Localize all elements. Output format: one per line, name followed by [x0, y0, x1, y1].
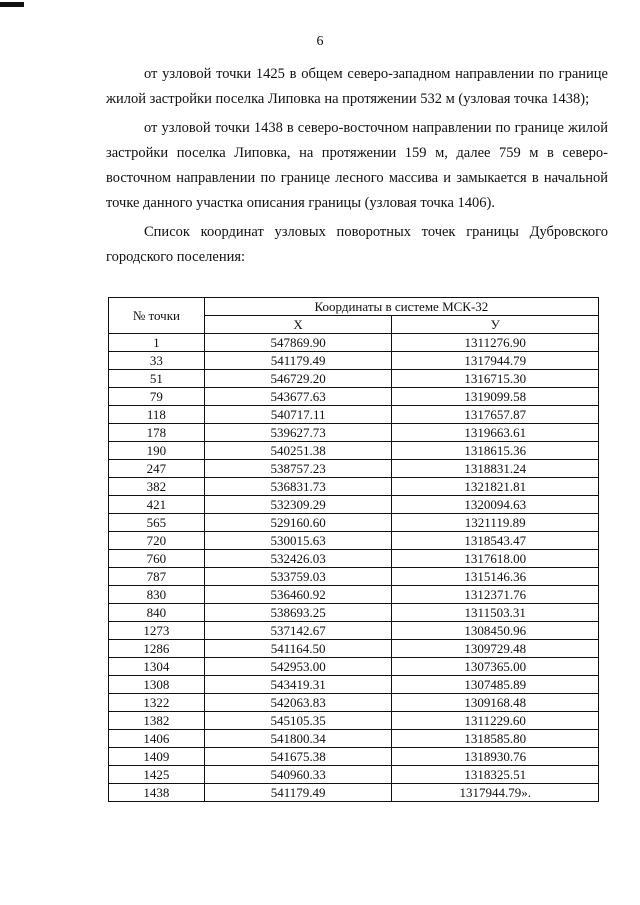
cell-x: 540717.11 [204, 406, 392, 424]
cell-y: 1318831.24 [392, 460, 599, 478]
cell-point-number: 51 [109, 370, 205, 388]
cell-y: 1307485.89 [392, 676, 599, 694]
cell-y: 1309729.48 [392, 640, 599, 658]
cell-y: 1320094.63 [392, 496, 599, 514]
cell-point-number: 1304 [109, 658, 205, 676]
cell-x: 545105.35 [204, 712, 392, 730]
cell-point-number: 247 [109, 460, 205, 478]
table-row [109, 604, 599, 622]
cell-y: 1318585.80 [392, 730, 599, 748]
body-text [106, 62, 608, 274]
table-row [109, 586, 599, 604]
cell-x: 532309.29 [204, 496, 392, 514]
cell-y: 1307365.00 [392, 658, 599, 676]
cell-point-number: 830 [109, 586, 205, 604]
cell-x: 530015.63 [204, 532, 392, 550]
coordinates-table [108, 297, 599, 802]
table-row [109, 622, 599, 640]
corner-mark [0, 2, 24, 7]
cell-point-number: 1406 [109, 730, 205, 748]
cell-point-number: 760 [109, 550, 205, 568]
table-row [109, 712, 599, 730]
cell-point-number: 421 [109, 496, 205, 514]
table-row [109, 388, 599, 406]
table-row [109, 748, 599, 766]
cell-x: 537142.67 [204, 622, 392, 640]
cell-point-number: 565 [109, 514, 205, 532]
table-row [109, 730, 599, 748]
paragraph: Список координат узловых поворотных точек границы Дубровского городского поселения: [106, 224, 608, 265]
cell-point-number: 178 [109, 424, 205, 442]
cell-point-number: 1 [109, 334, 205, 352]
table-row [109, 334, 599, 352]
paragraph: от узловой точки 1425 в общем северо-западном направлении по границе жилой застройки поселка Липовка на протяжении 532 м (узловая точка 1438); [106, 66, 608, 107]
cell-y: 1317944.79». [392, 784, 599, 802]
cell-point-number: 1409 [109, 748, 205, 766]
table-row [109, 460, 599, 478]
cell-y: 1318930.76 [392, 748, 599, 766]
cell-point-number: 1273 [109, 622, 205, 640]
cell-x: 538693.25 [204, 604, 392, 622]
table-row [109, 352, 599, 370]
cell-x: 543677.63 [204, 388, 392, 406]
cell-x: 543419.31 [204, 676, 392, 694]
page-number: 6 [316, 34, 324, 49]
paragraph: от узловой точки 1438 в северо-восточном направлении по границе жилой застройки поселка Липовка, на протяжении 159 м, далее 759 м в северо-восточном направлении по границе лесного массива и замыкается в начальной точке данного участка описания границы (узловая точка 1406). [106, 120, 608, 211]
cell-y: 1311503.31 [392, 604, 599, 622]
cell-point-number: 79 [109, 388, 205, 406]
cell-y: 1317944.79 [392, 352, 599, 370]
cell-x: 542063.83 [204, 694, 392, 712]
table-row [109, 568, 599, 586]
cell-y: 1321821.81 [392, 478, 599, 496]
cell-y: 1321119.89 [392, 514, 599, 532]
coordinates-table-body [109, 334, 599, 802]
table-row [109, 676, 599, 694]
cell-x: 547869.90 [204, 334, 392, 352]
cell-y: 1317657.87 [392, 406, 599, 424]
table-row [109, 442, 599, 460]
cell-point-number: 1322 [109, 694, 205, 712]
table-row [109, 424, 599, 442]
cell-point-number: 787 [109, 568, 205, 586]
table-row [109, 370, 599, 388]
table-row [109, 532, 599, 550]
cell-point-number: 33 [109, 352, 205, 370]
cell-y: 1315146.36 [392, 568, 599, 586]
header-y: У [392, 316, 599, 334]
cell-x: 541179.49 [204, 352, 392, 370]
table-row [109, 658, 599, 676]
cell-x: 532426.03 [204, 550, 392, 568]
cell-point-number: 720 [109, 532, 205, 550]
cell-x: 539627.73 [204, 424, 392, 442]
table-row [109, 694, 599, 712]
cell-point-number: 118 [109, 406, 205, 424]
cell-y: 1311229.60 [392, 712, 599, 730]
cell-x: 541179.49 [204, 784, 392, 802]
cell-point-number: 1438 [109, 784, 205, 802]
cell-x: 536831.73 [204, 478, 392, 496]
cell-point-number: 190 [109, 442, 205, 460]
table-row [109, 640, 599, 658]
cell-y: 1317618.00 [392, 550, 599, 568]
cell-y: 1308450.96 [392, 622, 599, 640]
cell-point-number: 1308 [109, 676, 205, 694]
cell-y: 1319663.61 [392, 424, 599, 442]
cell-y: 1316715.30 [392, 370, 599, 388]
cell-y: 1319099.58 [392, 388, 599, 406]
cell-point-number: 1425 [109, 766, 205, 784]
table-row [109, 478, 599, 496]
cell-y: 1318543.47 [392, 532, 599, 550]
cell-y: 1311276.90 [392, 334, 599, 352]
cell-y: 1318325.51 [392, 766, 599, 784]
cell-x: 541675.38 [204, 748, 392, 766]
cell-x: 541800.34 [204, 730, 392, 748]
table-row [109, 550, 599, 568]
cell-x: 540251.38 [204, 442, 392, 460]
cell-x: 540960.33 [204, 766, 392, 784]
cell-point-number: 1382 [109, 712, 205, 730]
cell-y: 1318615.36 [392, 442, 599, 460]
header-point-number: № точки [109, 298, 205, 334]
cell-x: 541164.50 [204, 640, 392, 658]
table-row [109, 784, 599, 802]
cell-y: 1309168.48 [392, 694, 599, 712]
table-row [109, 514, 599, 532]
cell-point-number: 840 [109, 604, 205, 622]
cell-x: 533759.03 [204, 568, 392, 586]
table-row [109, 406, 599, 424]
cell-x: 542953.00 [204, 658, 392, 676]
cell-point-number: 1286 [109, 640, 205, 658]
cell-x: 546729.20 [204, 370, 392, 388]
table-row [109, 496, 599, 514]
table-row [109, 766, 599, 784]
cell-x: 538757.23 [204, 460, 392, 478]
cell-x: 529160.60 [204, 514, 392, 532]
header-x: X [204, 316, 392, 334]
cell-x: 536460.92 [204, 586, 392, 604]
header-coordinate-system: Координаты в системе МСК-32 [204, 298, 598, 316]
cell-point-number: 382 [109, 478, 205, 496]
cell-y: 1312371.76 [392, 586, 599, 604]
